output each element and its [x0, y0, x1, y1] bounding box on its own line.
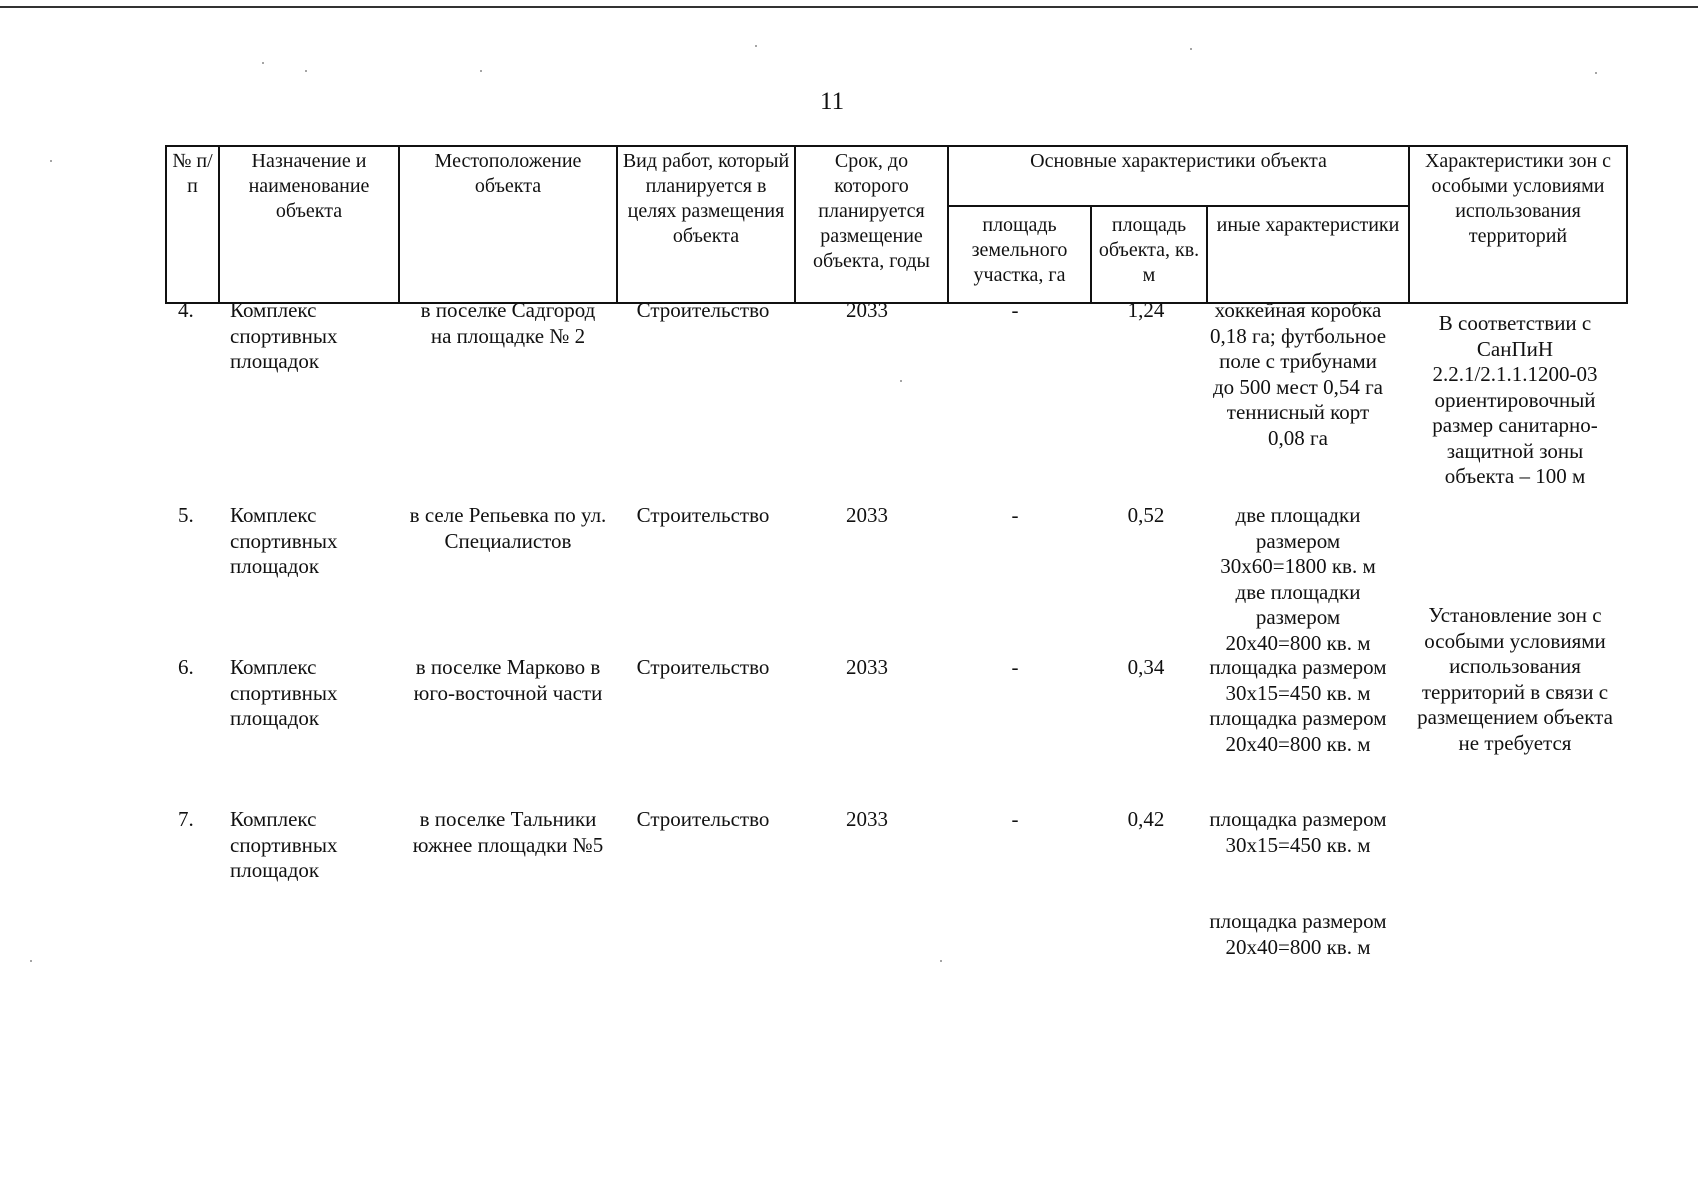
scan-speck: [30, 960, 32, 962]
scan-speck: [900, 380, 902, 382]
scan-speck: [1190, 48, 1192, 50]
header-num: № п/п: [166, 146, 219, 303]
row-term: 2033: [846, 298, 888, 322]
scan-speck: [480, 70, 482, 72]
row-work-type: Строительство: [636, 503, 770, 527]
row-location: в поселке Тальники южнее площадки №5: [412, 807, 604, 857]
row-name: Комплекс спортивных площадок: [230, 807, 338, 882]
row-land-area: -: [1011, 503, 1019, 527]
scan-speck: [50, 160, 52, 162]
row-num: 4.: [178, 298, 194, 322]
row-object-area: 0,42: [1127, 807, 1165, 831]
row-land-area: -: [1011, 298, 1019, 322]
row-other-characteristics: две площадки размером 30х60=1800 кв. м две площадки размером 20х40=800 кв. м: [1220, 503, 1376, 655]
row-location: в поселке Садгород на площадке № 2: [420, 298, 596, 348]
header-work-type: Вид работ, который планируется в целях размещения объекта: [617, 146, 795, 303]
header-other: иные характеристики: [1207, 206, 1409, 303]
scan-speck: [262, 62, 264, 64]
row-other-characteristics-extra: площадка размером 20х40=800 кв. м: [1209, 909, 1387, 959]
row-num: 6.: [178, 655, 194, 679]
scan-speck: [755, 45, 757, 47]
header-land-area: площадь земельного участка, га: [948, 206, 1091, 303]
row-object-area: 1,24: [1127, 298, 1165, 322]
row-name: Комплекс спортивных площадок: [230, 503, 338, 578]
row-work-type: Строительство: [636, 807, 770, 831]
row-work-type: Строительство: [636, 298, 770, 322]
zone-note-sanpin: В соответствии с СанПиН 2.2.1/2.1.1.1200-03 ориентировочный размер санитарно-защитной зоны объекта – 100 м: [1432, 311, 1598, 488]
zone-note-not-required: Установление зон с особыми условиями использования территорий в связи с размещением объекта не требуется: [1417, 603, 1613, 755]
row-location: в селе Репьевка по ул. Специалистов: [409, 503, 607, 553]
row-object-area: 0,52: [1127, 503, 1165, 527]
top-border-line: [0, 6, 1698, 8]
page-number: 11: [820, 88, 845, 115]
scan-speck: [940, 960, 942, 962]
row-other-characteristics: хоккейная коробка 0,18 га; футбольное поле с трибунами до 500 мест 0,54 га теннисный корт 0,08 га: [1209, 298, 1387, 450]
header-name: Назначение и наименование объекта: [219, 146, 399, 303]
row-num: 7.: [178, 807, 194, 831]
scan-speck: [1595, 72, 1597, 74]
header-term: Срок, до которого планируется размещение объекта, годы: [795, 146, 948, 303]
row-num: 5.: [178, 503, 194, 527]
row-land-area: -: [1011, 655, 1019, 679]
row-location: в поселке Марково в юго-восточной части: [413, 655, 603, 705]
row-term: 2033: [846, 655, 888, 679]
scan-speck: [305, 70, 307, 72]
header-object-area: площадь объекта, кв. м: [1091, 206, 1207, 303]
row-name: Комплекс спортивных площадок: [230, 298, 338, 373]
table-header: [165, 145, 1628, 304]
header-main-characteristics: Основные характеристики объекта: [948, 146, 1409, 206]
header-zones: Характеристики зон с особыми условиями использования территорий: [1409, 146, 1627, 303]
row-term: 2033: [846, 807, 888, 831]
row-other-characteristics: площадка размером 30х15=450 кв. м: [1209, 807, 1387, 857]
row-term: 2033: [846, 503, 888, 527]
header-location: Местоположение объекта: [399, 146, 617, 303]
row-land-area: -: [1011, 807, 1019, 831]
row-object-area: 0,34: [1127, 655, 1165, 679]
row-name: Комплекс спортивных площадок: [230, 655, 338, 730]
row-work-type: Строительство: [636, 655, 770, 679]
row-other-characteristics: площадка размером 30х15=450 кв. м площадка размером 20х40=800 кв. м: [1209, 655, 1387, 756]
